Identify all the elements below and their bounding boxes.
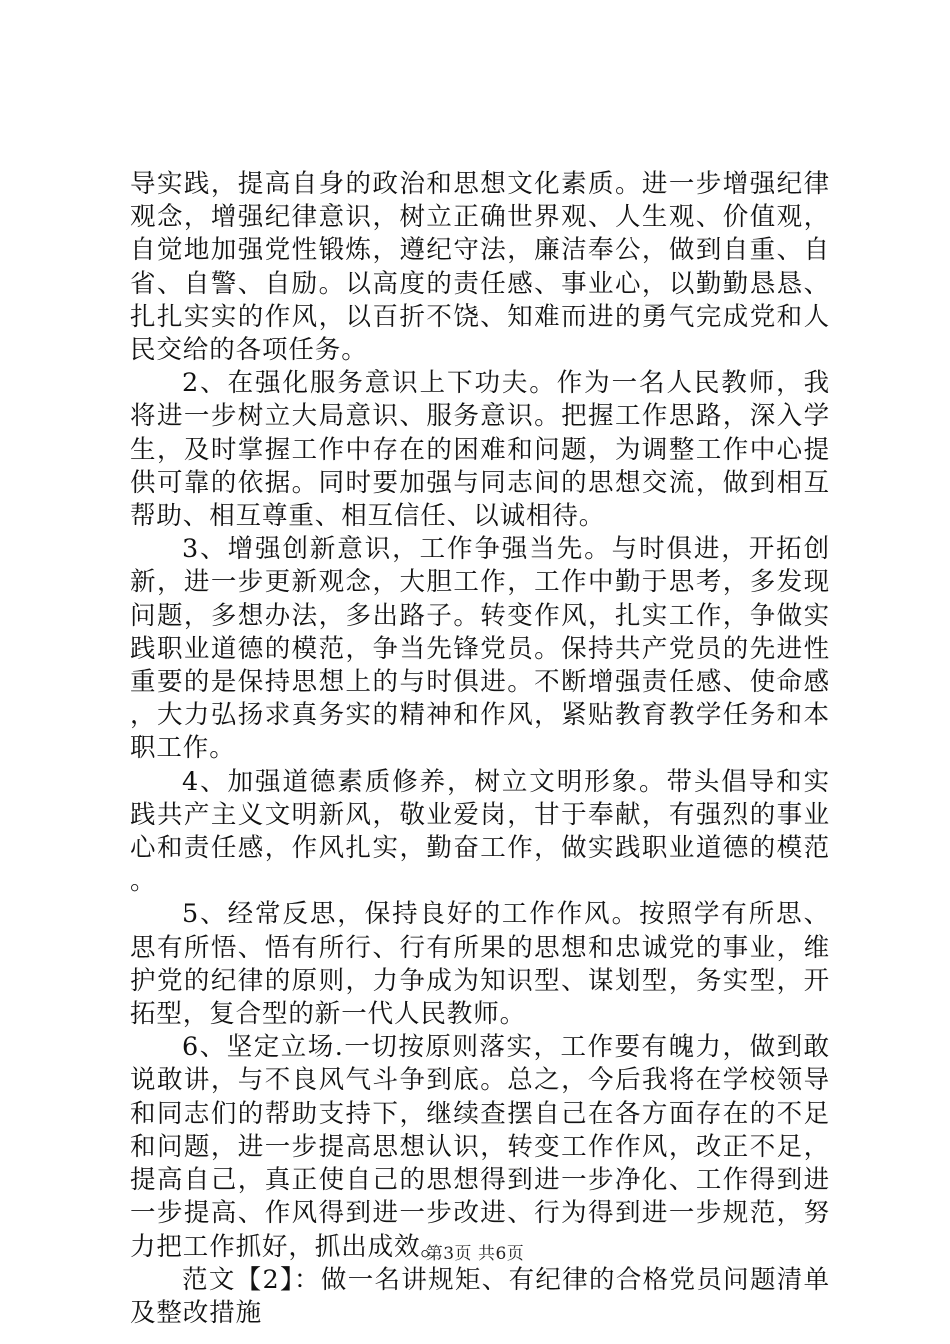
- paragraph-item-3: 3、增强创新意识，工作争强当先。与时俱进，开拓创新，进一步更新观念，大胆工作，工作中勤于思考，多发现问题，多想办法，多出路子。转变作风，扎实工作，争做实践职业道德的模范，争当先锋党员。保持共产党员的先进性重要的是保持思想上的与时俱进。不断增强责任感、使命感，大力弘扬求真务实的精神和作风，紧贴教育教学任务和本职工作。: [130, 534, 830, 764]
- paragraph-item-4: 4、加强道德素质修养，树立文明形象。带头倡导和实践共产主义文明新风，敬业爱岗，甘于奉献，有强烈的事业心和责任感，作风扎实，勤奋工作，做实践职业道德的模范。: [130, 766, 830, 897]
- page-number-footer: 第3页 共6页: [425, 1244, 525, 1264]
- document-body: [130, 168, 830, 1330]
- paragraph-item-2: 2、在强化服务意识上下功夫。作为一名人民教师，我将进一步树立大局意识、服务意识。把握工作思路，深入学生，及时掌握工作中存在的困难和问题，为调整工作中心提供可靠的依据。同时要加强与同志间的思想交流，做到相互帮助、相互尊重、相互信任、以诚相待。: [130, 368, 830, 532]
- section-heading-example-2: 范文【2】：做一名讲规矩、有纪律的合格党员问题清单及整改措施: [130, 1264, 830, 1328]
- paragraph-continuation: 导实践，提高自身的政治和思想文化素质。进一步增强纪律观念，增强纪律意识，树立正确世界观、人生观、价值观，自觉地加强党性锻炼，遵纪守法，廉洁奉公，做到自重、自省、自警、自励。以高度的责任感、事业心，以勤勤恳恳、扎扎实实的作风，以百折不饶、知难而进的勇气完成党和人民交给的各项任务。: [130, 169, 830, 366]
- paragraph-item-5: 5、经常反思，保持良好的工作作风。按照学有所思、思有所悟、悟有所行、行有所果的思想和忠诚党的事业，维护党的纪律的原则，力争成为知识型、谋划型，务实型，开拓型，复合型的新一代人民教师。: [130, 899, 830, 1030]
- paragraph-item-6: 6、坚定立场.一切按原则落实，工作要有魄力，做到敢说敢讲，与不良风气斗争到底。总之，今后我将在学校领导和同志们的帮助支持下，继续查摆自己在各方面存在的不足和问题，进一步提高思想认识，转变工作作风，改正不足，提高自己，真正使自己的思想得到进一步净化、工作得到进一步提高、作风得到进一步改进、行为得到进一步规范，努力把工作抓好，抓出成效。: [130, 1032, 830, 1262]
